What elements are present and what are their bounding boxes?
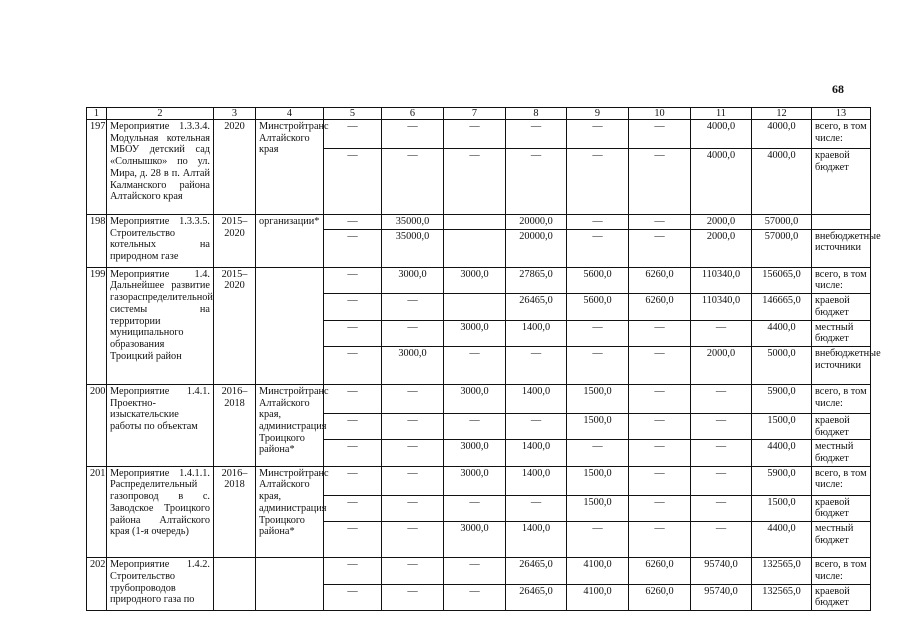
row-number: 202 [87,558,107,611]
amount-cell: 110340,0 [691,294,752,320]
amount-cell: 20000,0 [506,215,567,230]
years: 2015–2020 [214,215,256,268]
amount-cell: 1400,0 [506,320,567,346]
amount-cell: — [567,440,629,466]
amount-cell: — [382,294,444,320]
amount-cell: — [324,495,382,521]
amount-cell: — [382,466,444,495]
amount-cell: 132565,0 [752,558,812,584]
executor [256,558,324,611]
amount-cell: 4100,0 [567,584,629,610]
amount-cell: 3000,0 [444,384,506,413]
funding-source: местный бюджет [812,522,871,558]
amount-cell: 1500,0 [567,413,629,439]
budget-table-container [86,107,881,611]
funding-source: внебюджетные источники [812,346,871,384]
header-cell-7: 7 [444,108,506,120]
funding-source: внебюджетные источники [812,229,871,267]
amount-cell: — [324,584,382,610]
amount-cell [444,294,506,320]
measure-name: Мероприятие 1.3.3.5. Строительство котельных на природном газе [107,215,214,268]
amount-cell: 4400,0 [752,522,812,558]
years: 2016–2018 [214,384,256,466]
amount-cell: 3000,0 [444,267,506,293]
amount-cell: 5000,0 [752,346,812,384]
amount-cell: — [629,229,691,267]
amount-cell: — [567,229,629,267]
funding-source: местный бюджет [812,440,871,466]
amount-cell: 5600,0 [567,267,629,293]
table-row [87,384,871,413]
amount-cell: 3000,0 [444,522,506,558]
row-number: 199 [87,267,107,384]
amount-cell: — [567,149,629,215]
header-cell-3: 3 [214,108,256,120]
executor: Минстройтранс Алтайского края [256,120,324,215]
amount-cell: — [506,149,567,215]
amount-cell: 5600,0 [567,294,629,320]
amount-cell: — [629,440,691,466]
amount-cell: — [382,320,444,346]
funding-source: краевой бюджет [812,495,871,521]
amount-cell: — [506,346,567,384]
amount-cell: — [691,440,752,466]
header-cell-1: 1 [87,108,107,120]
amount-cell: — [382,149,444,215]
header-cell-6: 6 [382,108,444,120]
amount-cell: 95740,0 [691,584,752,610]
amount-cell: 6260,0 [629,267,691,293]
amount-cell: — [382,120,444,149]
row-number: 198 [87,215,107,268]
amount-cell: — [567,215,629,230]
amount-cell: — [324,294,382,320]
amount-cell: 26465,0 [506,294,567,320]
amount-cell: 6260,0 [629,294,691,320]
amount-cell: — [444,558,506,584]
amount-cell: 57000,0 [752,215,812,230]
header-cell-10: 10 [629,108,691,120]
amount-cell: 20000,0 [506,229,567,267]
funding-source: всего, в том числе: [812,466,871,495]
funding-source: краевой бюджет [812,584,871,610]
amount-cell: — [324,120,382,149]
amount-cell: — [691,384,752,413]
amount-cell: 3000,0 [444,320,506,346]
amount-cell: — [324,413,382,439]
amount-cell: 4400,0 [752,320,812,346]
measure-name: Мероприятие 1.4.1.1. Распределительный газопровод в с. Заводское Троицкого района Алтайского края (1-я очередь) [107,466,214,557]
amount-cell: — [691,320,752,346]
amount-cell: — [567,522,629,558]
years [214,558,256,611]
amount-cell: — [444,149,506,215]
amount-cell: 146665,0 [752,294,812,320]
table-row [87,120,871,149]
amount-cell: — [629,149,691,215]
amount-cell [444,229,506,267]
years: 2020 [214,120,256,215]
header-cell-13: 13 [812,108,871,120]
header-row [87,108,871,120]
amount-cell: — [629,384,691,413]
amount-cell: 4400,0 [752,440,812,466]
amount-cell: — [691,495,752,521]
funding-source: краевой бюджет [812,413,871,439]
amount-cell: — [567,120,629,149]
amount-cell: 1400,0 [506,522,567,558]
funding-source: всего, в том числе: [812,120,871,149]
amount-cell: 1500,0 [752,413,812,439]
amount-cell: 26465,0 [506,558,567,584]
amount-cell: — [691,413,752,439]
amount-cell: — [382,522,444,558]
funding-source: всего, в том числе: [812,384,871,413]
budget-table [86,107,881,611]
amount-cell: — [567,346,629,384]
executor: Минстройтранс Алтайского края, администрация Троицкого района* [256,384,324,466]
amount-cell: 1500,0 [567,384,629,413]
header-cell-8: 8 [506,108,567,120]
amount-cell: — [324,384,382,413]
executor: Минстройтранс Алтайского края, администрация Троицкого района* [256,466,324,557]
amount-cell: 26465,0 [506,584,567,610]
funding-source: краевой бюджет [812,294,871,320]
amount-cell: — [629,346,691,384]
funding-source: местный бюджет [812,320,871,346]
amount-cell: 35000,0 [382,215,444,230]
amount-cell: 132565,0 [752,584,812,610]
row-number: 200 [87,384,107,466]
amount-cell: 57000,0 [752,229,812,267]
measure-name: Мероприятие 1.3.3.4. Модульная котельная МБОУ детский сад «Солнышко» по ул. Мира, д. 28 в п. Алтай Калманского района Алтайского края [107,120,214,215]
amount-cell: — [506,495,567,521]
funding-source: краевой бюджет [812,149,871,215]
amount-cell: — [444,584,506,610]
amount-cell: — [382,384,444,413]
amount-cell: — [324,149,382,215]
amount-cell: 1500,0 [752,495,812,521]
amount-cell: — [629,320,691,346]
amount-cell: — [691,522,752,558]
years: 2015–2020 [214,267,256,384]
amount-cell: — [629,466,691,495]
amount-cell: — [324,440,382,466]
amount-cell: 35000,0 [382,229,444,267]
table-row [87,267,871,293]
amount-cell: — [382,440,444,466]
amount-cell: 4100,0 [567,558,629,584]
amount-cell: 1400,0 [506,466,567,495]
executor: организации* [256,215,324,268]
amount-cell: 6260,0 [629,558,691,584]
table-row [87,466,871,495]
amount-cell: — [382,558,444,584]
measure-name: Мероприятие 1.4.2. Строительство трубопроводов природного газа по [107,558,214,611]
amount-cell: — [691,466,752,495]
amount-cell: — [382,584,444,610]
amount-cell: 2000,0 [691,229,752,267]
amount-cell: — [324,229,382,267]
amount-cell: 4000,0 [752,120,812,149]
funding-source: всего, в том числе: [812,267,871,293]
amount-cell: — [444,495,506,521]
amount-cell: 1400,0 [506,384,567,413]
amount-cell: — [324,320,382,346]
years: 2016–2018 [214,466,256,557]
amount-cell: 5900,0 [752,466,812,495]
amount-cell: 27865,0 [506,267,567,293]
amount-cell: — [324,558,382,584]
amount-cell: 110340,0 [691,267,752,293]
amount-cell: — [629,413,691,439]
amount-cell: — [629,522,691,558]
row-number: 201 [87,466,107,557]
amount-cell: 4000,0 [752,149,812,215]
amount-cell: 156065,0 [752,267,812,293]
table-row [87,215,871,230]
amount-cell: — [629,495,691,521]
amount-cell [444,215,506,230]
amount-cell: — [444,120,506,149]
amount-cell: — [324,522,382,558]
amount-cell: — [506,413,567,439]
row-number: 197 [87,120,107,215]
amount-cell: 2000,0 [691,346,752,384]
amount-cell: — [324,215,382,230]
header-cell-4: 4 [256,108,324,120]
amount-cell: — [382,413,444,439]
executor [256,267,324,384]
measure-name: Мероприятие 1.4. Дальнейшее развитие газораспределительной системы на территории муниципального образования Троицкий район [107,267,214,384]
amount-cell: — [444,346,506,384]
amount-cell: 4000,0 [691,149,752,215]
amount-cell: 6260,0 [629,584,691,610]
header-cell-12: 12 [752,108,812,120]
header-cell-9: 9 [567,108,629,120]
measure-name: Мероприятие 1.4.1. Проектно-изыскательские работы по объектам [107,384,214,466]
amount-cell: 3000,0 [382,267,444,293]
amount-cell: 5900,0 [752,384,812,413]
amount-cell: 3000,0 [444,466,506,495]
amount-cell: — [382,495,444,521]
funding-source: всего, в том числе: [812,558,871,584]
header-cell-11: 11 [691,108,752,120]
amount-cell: 3000,0 [382,346,444,384]
header-cell-2: 2 [107,108,214,120]
amount-cell: — [324,267,382,293]
amount-cell: 1500,0 [567,466,629,495]
table-row [87,558,871,584]
amount-cell: 3000,0 [444,440,506,466]
page-number: 68 [832,82,844,96]
amount-cell: — [629,120,691,149]
amount-cell: — [506,120,567,149]
funding-source [812,215,871,230]
header-cell-5: 5 [324,108,382,120]
amount-cell: 4000,0 [691,120,752,149]
amount-cell: — [629,215,691,230]
amount-cell: — [324,466,382,495]
amount-cell: — [567,320,629,346]
amount-cell: 1500,0 [567,495,629,521]
amount-cell: 2000,0 [691,215,752,230]
amount-cell: 1400,0 [506,440,567,466]
amount-cell: — [324,346,382,384]
amount-cell: 95740,0 [691,558,752,584]
amount-cell: — [444,413,506,439]
